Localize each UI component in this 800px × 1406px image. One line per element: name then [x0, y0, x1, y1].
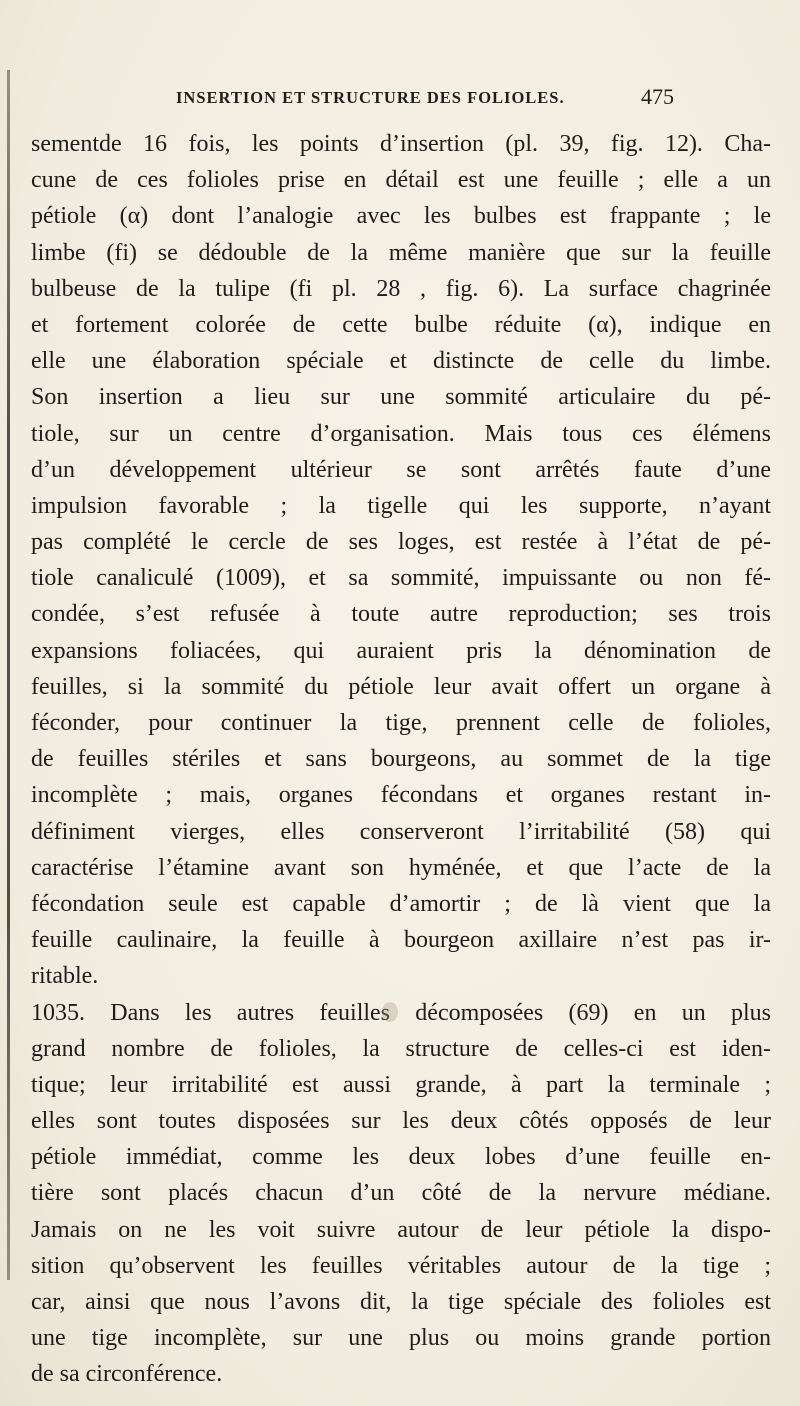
- text-line: sementde 16 fois, les points d’insertion (pl. 39, fig. 12). Cha-: [31, 131, 771, 157]
- text-line: tique; leur irritabilité est aussi grande, à part la terminale ;: [31, 1071, 771, 1098]
- text-line: caractérise l’étamine avant son hyménée, et que l’acte de la: [31, 854, 771, 881]
- text-line: 1035. Dans les autres feuilles décomposées (69) en un plus: [31, 999, 771, 1026]
- text-line: pas complété le cercle de ses loges, est restée à l’état de pé-: [31, 529, 771, 556]
- text-line: condée, s’est refusée à toute autre reproduction; ses trois: [31, 601, 771, 628]
- text-line: de sa circonférence.: [31, 1361, 223, 1388]
- text-line: et fortement colorée de cette bulbe réduite (α), indique en: [31, 311, 771, 338]
- page-header: [0, 84, 800, 112]
- text-line: feuilles, si la sommité du pétiole leur avait offert un organe à: [31, 673, 771, 700]
- text-line: elle une élaboration spéciale et distincte de celle du limbe.: [31, 348, 771, 375]
- text-line: d’un développement ultérieur se sont arrêtés faute d’une: [31, 456, 771, 483]
- text-line: de feuilles stériles et sans bourgeons, au sommet de la tige: [31, 746, 771, 773]
- text-line: tiole canaliculé (1009), et sa sommité, impuissante ou non fé-: [31, 565, 771, 592]
- text-line: Son insertion a lieu sur une sommité articulaire du pé-: [31, 384, 771, 411]
- text-line: car, ainsi que nous l’avons dit, la tige spéciale des folioles est: [31, 1289, 771, 1315]
- text-line: pétiole immédiat, comme les deux lobes d’une feuille en-: [31, 1144, 771, 1171]
- text-line: feuille caulinaire, la feuille à bourgeon axillaire n’est pas ir-: [31, 927, 771, 954]
- text-line: cune de ces folioles prise en détail est une feuille ; elle a un: [31, 167, 771, 194]
- text-line: elles sont toutes disposées sur les deux côtés opposés de leur: [31, 1108, 771, 1135]
- text-line: tière sont placés chacun d’un côté de la nervure médiane.: [31, 1180, 771, 1207]
- text-line: ritable.: [31, 963, 99, 990]
- text-line: une tige incomplète, sur une plus ou moins grande portion: [31, 1325, 771, 1352]
- body-text: [31, 126, 771, 1393]
- text-line: féconder, pour continuer la tige, prennent celle de folioles,: [31, 710, 771, 736]
- page-number: 475: [641, 84, 674, 109]
- text-line: expansions foliacées, qui auraient pris la dénomination de: [31, 637, 771, 664]
- text-line: définiment vierges, elles conserveront l’irritabilité (58) qui: [31, 818, 771, 845]
- text-line: limbe (fi) se dédouble de la même manière que sur la feuille: [31, 239, 771, 266]
- text-line: incomplète ; mais, organes fécondans et organes restant in-: [31, 782, 771, 809]
- ink-smudge: [382, 1002, 398, 1022]
- text-line: sition qu’observent les feuilles véritables autour de la tige ;: [31, 1252, 771, 1279]
- text-line: tiole, sur un centre d’organisation. Mais tous ces élémens: [31, 420, 771, 447]
- running-title: INSERTION ET STRUCTURE DES FOLIOLES.: [176, 88, 565, 107]
- text-line: Jamais on ne les voit suivre autour de leur pétiole la dispo-: [31, 1216, 771, 1243]
- text-line: fécondation seule est capable d’amortir ; de là vient que la: [31, 890, 771, 917]
- text-line: impulsion favorable ; la tigelle qui les supporte, n’ayant: [31, 492, 771, 519]
- text-line: grand nombre de folioles, la structure de celles-ci est iden-: [31, 1035, 771, 1062]
- text-line: bulbeuse de la tulipe (fi pl. 28 , fig. 6). La surface chagrinée: [31, 275, 771, 302]
- page-edge-shadow: [7, 70, 10, 1280]
- text-line: pétiole (α) dont l’analogie avec les bulbes est frappante ; le: [31, 203, 771, 230]
